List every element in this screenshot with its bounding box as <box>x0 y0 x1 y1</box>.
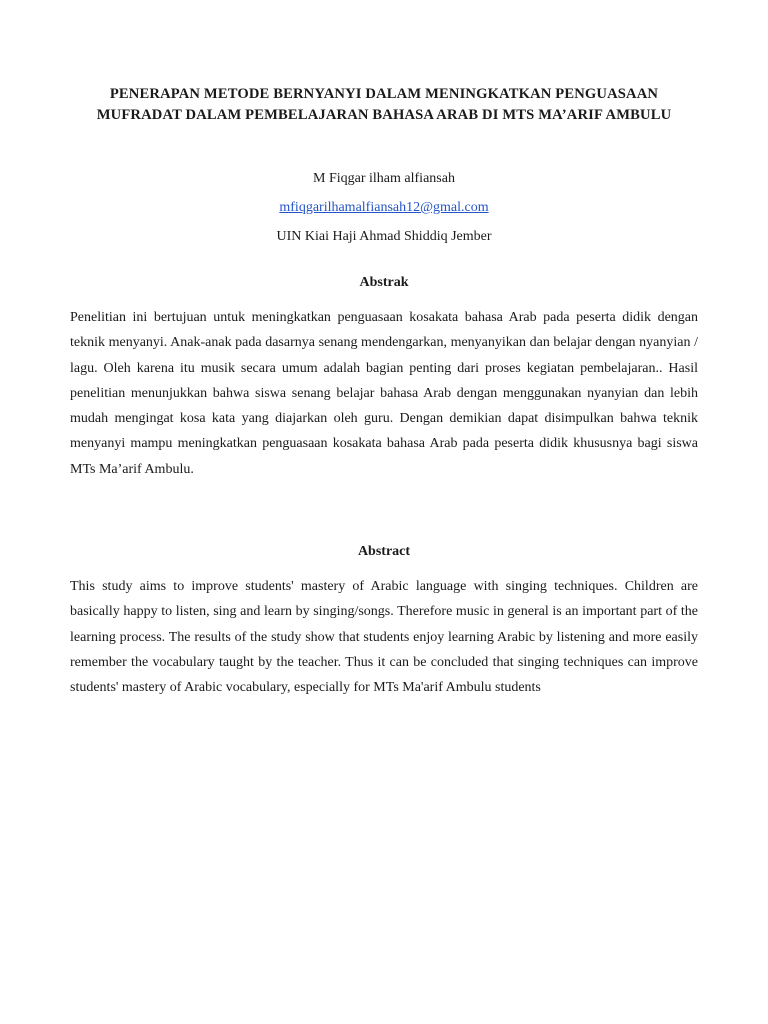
title-line-1: PENERAPAN METODE BERNYANYI DALAM MENINGKATKAN PENGUASAAN <box>109 86 659 102</box>
abstract-heading: Abstract <box>357 544 411 560</box>
paper-title <box>70 84 698 126</box>
author-affiliation: UIN Kiai Haji Ahmad Shiddiq Jember <box>276 229 492 244</box>
author-email-link[interactable]: mfiqgarilhamalfiansah12@gmal.com <box>279 200 489 215</box>
abstrak-paragraph: Penelitian ini bertujuan untuk meningkatkan penguasaan kosakata bahasa Arab pada peserta didik dengan teknik menyanyi. Anak-anak pada dasarnya senang mendengarkan, menyanyikan dan belajar dengan nyanyian / lagu. Oleh karena itu musik secara umum adalah bagian penting dari proses kegiatan pembelajaran.. Hasil penelitian menunjukkan bahwa siswa senang belajar bahasa Arab dengan menggunakan nyanyian dan lebih mudah mengingat kosa kata yang diajarkan oleh guru. Dengan demikian dapat disimpulkan bahwa teknik menyanyi mampu meningkatkan penguasaan kosakata bahasa Arab pada peserta didik khususnya bagi siswa MTs Ma’arif Ambulu. <box>70 310 698 477</box>
title-line-2: MUFRADAT DALAM PEMBELAJARAN BAHASA ARAB DI MTS MA’ARIF AMBULU <box>96 107 672 123</box>
author-block <box>70 169 698 247</box>
abstract-paragraph: This study aims to improve students' mastery of Arabic language with singing techniques. Children are basically happy to listen, sing and learn by singing/songs. Therefore music in general is an important part of the learning process. The results of the study show that students enjoy learning Arabic by listening and more easily remember the vocabulary taught by the teacher. Thus it can be concluded that singing techniques can improve students' mastery of Arabic vocabulary, especially for MTs Ma'arif Ambulu students <box>70 579 698 696</box>
paper-page <box>70 84 698 701</box>
author-name: M Fiqgar ilham alfiansah <box>313 171 455 186</box>
abstrak-heading: Abstrak <box>359 275 409 290</box>
